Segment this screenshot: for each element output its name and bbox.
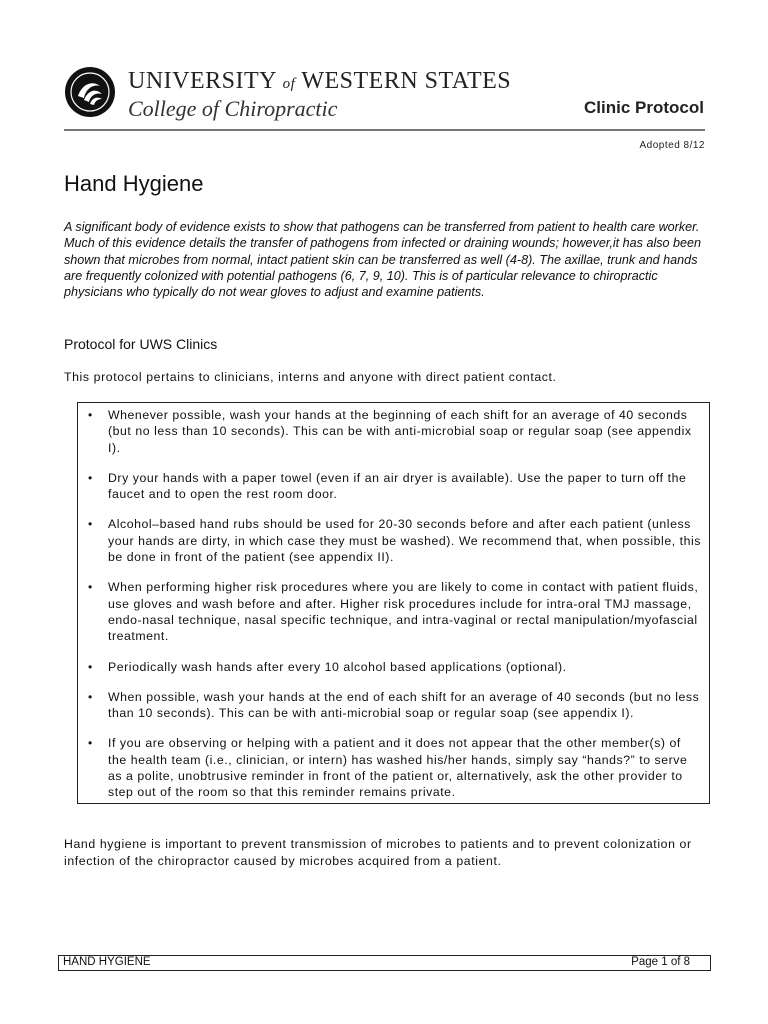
list-item-text: Dry your hands with a paper towel (even if an air dryer is available). Use the paper to turn off the faucet and to open the rest room door. [108, 470, 687, 502]
bullet-icon: • [88, 736, 93, 751]
list-item-text: When performing higher risk procedures where you are likely to come in contact with patient fluids, use gloves and wash before and after. Higher risk procedures include for intra-oral TMJ massage, endo-nasal technique, nasal specific technique, and intra-vaginal or rectal manipulation/myofascial treatment. [108, 580, 699, 644]
list-item [78, 579, 701, 644]
university-name-prefix: UNIVERSITY [128, 68, 277, 94]
intro-paragraph: A significant body of evidence exists to show that pathogens can be transferred from patient to health care worker. Much of this evidence details the transfer of pathogens from infected or draining wounds; however,it has also been shown that microbes from normal, intact patient skin can be transferred as well (4-8). The axillae, trunk and hands are frequently colonized with potential pathogens (6, 7, 9, 10). This is of particular relevance to chiropractic physicians who typically do not wear gloves to adjust and examine patients. [64, 220, 702, 300]
bullet-icon: • [88, 689, 93, 704]
page-footer [58, 955, 711, 971]
closing-paragraph: Hand hygiene is important to prevent transmission of microbes to patients and to prevent colonization or infection of the chiropractor caused by microbes acquired from a patient. [64, 837, 692, 868]
list-item-text: Periodically wash hands after every 10 alcohol based applications (optional). [108, 659, 567, 674]
list-item [78, 659, 701, 675]
list-item [78, 689, 701, 722]
adopted-date: Adopted 8/12 [639, 140, 705, 151]
list-item [78, 470, 701, 503]
footer-doc-title: HAND HYGIENE [63, 956, 151, 968]
university-logo-icon [64, 66, 116, 118]
list-item-text: When possible, wash your hands at the end of each shift for an average of 40 seconds (but no less than 10 seconds). This can be with anti-microbial soap or regular soap (see appendix I). [108, 689, 700, 721]
header-divider [64, 129, 705, 131]
list-item [78, 735, 701, 800]
protocol-bullet-box [77, 402, 710, 804]
list-item-text: If you are observing or helping with a patient and it does not appear that the other member(s) of the health team (i.e., clinician, or intern) has washed his/her hands, simply say “hands?” to serve as a polite, unobtrusive reminder in front of the patient or, alternatively, ask the other provider to step out of the room so that this reminder remains private. [108, 736, 688, 800]
bullet-icon: • [88, 659, 93, 674]
scope-paragraph: This protocol pertains to clinicians, interns and anyone with direct patient contact. [64, 370, 557, 384]
protocol-list [78, 403, 709, 801]
bullet-icon: • [88, 517, 93, 532]
university-name [128, 68, 511, 95]
bullet-icon: • [88, 408, 93, 422]
list-item [78, 516, 701, 565]
bullet-icon: • [88, 580, 93, 595]
page-title: Hand Hygiene [64, 171, 204, 196]
footer-page-number: Page 1 of 8 [631, 956, 690, 968]
university-name-suffix: WESTERN STATES [301, 68, 512, 94]
university-name-of: of [282, 76, 296, 92]
list-item-text: Whenever possible, wash your hands at the beginning of each shift for an average of 40 seconds (but no less than 10 seconds). This can be with anti-microbial soap or regular soap (see appendix I). [108, 408, 692, 455]
section-heading: Protocol for UWS Clinics [64, 336, 218, 352]
bullet-icon: • [88, 470, 93, 485]
list-item [78, 407, 701, 456]
list-item-text: Alcohol–based hand rubs should be used for 20-30 seconds before and after each patient (unless your hands are dirty, in which case they must be washed). We recommend that, when possible, this be done in front of the patient (see appendix II). [108, 517, 701, 565]
college-name: College of Chiropractic [128, 96, 338, 121]
document-type-label: Clinic Protocol [584, 98, 704, 117]
